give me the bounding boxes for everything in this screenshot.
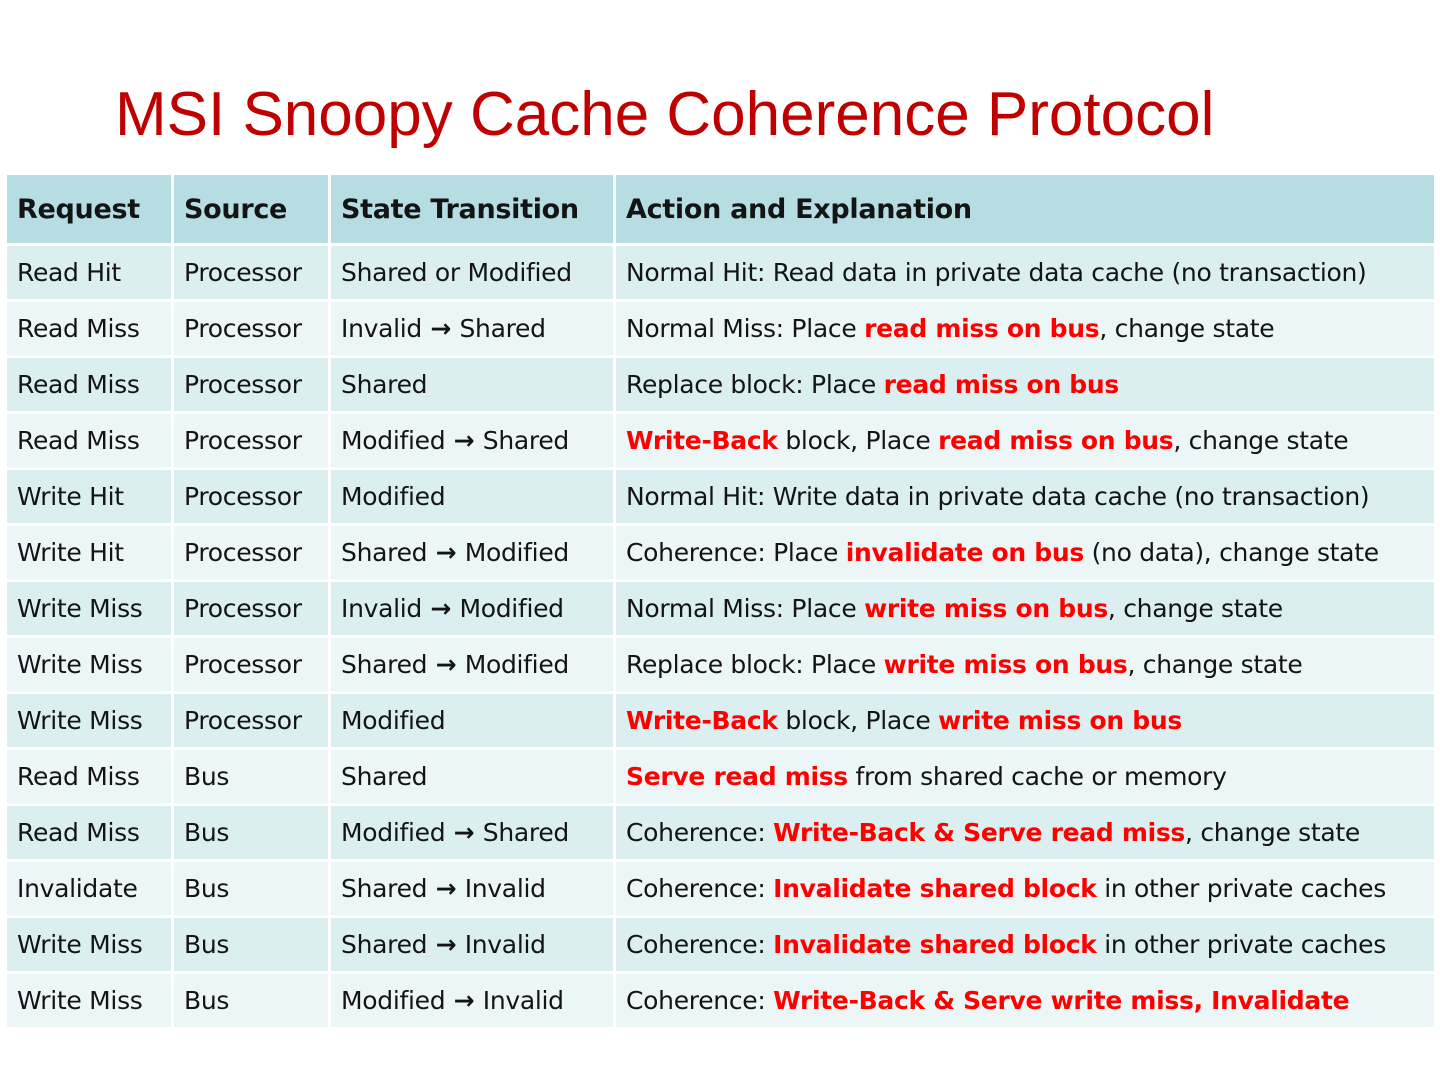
table-row [6, 805, 1436, 861]
action-text: Normal Miss: Place [626, 594, 865, 623]
cell-source: Processor [173, 357, 330, 413]
cell-action-explanation [615, 245, 1436, 301]
state-to: Invalid [464, 874, 546, 903]
cell-source: Bus [173, 805, 330, 861]
action-text: , change state [1107, 594, 1283, 623]
cell-state-transition [330, 749, 615, 805]
cell-action-explanation [615, 749, 1436, 805]
cell-state-transition [330, 973, 615, 1029]
table-row [6, 413, 1436, 469]
cell-source: Bus [173, 861, 330, 917]
state-from: Shared or Modified [341, 258, 572, 287]
table-row [6, 357, 1436, 413]
state-to: Modified [459, 594, 564, 623]
table-row [6, 525, 1436, 581]
header-action-explanation: Action and Explanation [615, 174, 1436, 245]
state-from: Shared [341, 874, 428, 903]
state-from: Modified [341, 706, 446, 735]
cell-state-transition [330, 805, 615, 861]
cell-state-transition [330, 357, 615, 413]
action-text: Coherence: [626, 874, 774, 903]
state-from: Shared [341, 370, 428, 399]
action-text: from shared cache or memory [847, 762, 1227, 791]
cell-request: Write Hit [6, 525, 173, 581]
state-to: Modified [464, 650, 569, 679]
action-text: (no data), change state [1083, 538, 1379, 567]
arrow-right-icon: → [427, 930, 465, 959]
cell-action-explanation [615, 469, 1436, 525]
action-text: Normal Miss: Place [626, 314, 865, 343]
cell-source: Processor [173, 413, 330, 469]
table-body [6, 245, 1436, 1029]
table-row [6, 693, 1436, 749]
table-row [6, 861, 1436, 917]
state-from: Modified [341, 986, 446, 1015]
action-highlight: Write-Back [626, 706, 778, 735]
action-text: Normal Hit: Read data in private data cache (no transaction) [626, 258, 1367, 287]
action-text: block, Place [777, 426, 939, 455]
table-row [6, 245, 1436, 301]
cell-state-transition [330, 693, 615, 749]
cell-state-transition [330, 861, 615, 917]
state-from: Shared [341, 930, 428, 959]
cell-request: Read Miss [6, 413, 173, 469]
cell-source: Processor [173, 637, 330, 693]
cell-action-explanation [615, 413, 1436, 469]
slide-title: MSI Snoopy Cache Coherence Protocol [115, 80, 1215, 149]
action-highlight: Write-Back [626, 426, 778, 455]
state-from: Shared [341, 650, 428, 679]
state-from: Modified [341, 818, 446, 847]
arrow-right-icon: → [427, 650, 465, 679]
cell-state-transition [330, 469, 615, 525]
header-state-transition: State Transition [330, 174, 615, 245]
action-text: Coherence: [626, 818, 774, 847]
cell-source: Processor [173, 301, 330, 357]
action-highlight: Invalidate shared block [773, 874, 1097, 903]
cell-request: Write Miss [6, 581, 173, 637]
arrow-right-icon: → [422, 314, 460, 343]
cell-state-transition [330, 525, 615, 581]
table-row [6, 749, 1436, 805]
action-highlight: Write-Back & Serve write miss, Invalidate [773, 986, 1350, 1015]
arrow-right-icon: → [445, 986, 483, 1015]
table-row [6, 581, 1436, 637]
cell-state-transition [330, 581, 615, 637]
action-text: block, Place [777, 706, 939, 735]
cell-state-transition [330, 637, 615, 693]
action-text: , change state [1127, 650, 1303, 679]
cell-action-explanation [615, 693, 1436, 749]
arrow-right-icon: → [445, 818, 483, 847]
arrow-right-icon: → [422, 594, 460, 623]
arrow-right-icon: → [427, 538, 465, 567]
cell-state-transition [330, 917, 615, 973]
action-highlight: Serve read miss [626, 762, 848, 791]
arrow-right-icon: → [445, 426, 483, 455]
state-from: Invalid [341, 314, 422, 343]
state-to: Shared [482, 426, 569, 455]
table-row [6, 637, 1436, 693]
action-text: Replace block: Place [626, 370, 884, 399]
cell-request: Read Miss [6, 749, 173, 805]
action-highlight: read miss on bus [883, 370, 1119, 399]
cell-request: Write Miss [6, 637, 173, 693]
state-from: Shared [341, 538, 428, 567]
cell-action-explanation [615, 637, 1436, 693]
table-header [6, 174, 1436, 245]
cell-request: Read Miss [6, 301, 173, 357]
action-text: in other private caches [1096, 930, 1386, 959]
arrow-right-icon: → [427, 874, 465, 903]
action-highlight: Write-Back & Serve read miss [773, 818, 1186, 847]
action-text: Normal Hit: Write data in private data cache (no transaction) [626, 482, 1370, 511]
cell-source: Bus [173, 973, 330, 1029]
header-source: Source [173, 174, 330, 245]
cell-request: Read Miss [6, 357, 173, 413]
cell-action-explanation [615, 917, 1436, 973]
cell-source: Processor [173, 469, 330, 525]
cell-request: Invalidate [6, 861, 173, 917]
cell-request: Read Hit [6, 245, 173, 301]
cell-state-transition [330, 245, 615, 301]
state-from: Invalid [341, 594, 422, 623]
cell-state-transition [330, 301, 615, 357]
action-highlight: read miss on bus [864, 314, 1100, 343]
table-row [6, 973, 1436, 1029]
cell-action-explanation [615, 973, 1436, 1029]
cell-request: Write Miss [6, 693, 173, 749]
action-text: Coherence: Place [626, 538, 846, 567]
action-highlight: read miss on bus [938, 426, 1174, 455]
action-highlight: invalidate on bus [845, 538, 1084, 567]
action-text: , change state [1185, 818, 1361, 847]
state-to: Invalid [482, 986, 564, 1015]
action-highlight: write miss on bus [883, 650, 1128, 679]
state-from: Modified [341, 426, 446, 455]
header-row [6, 174, 1436, 245]
cell-state-transition [330, 413, 615, 469]
action-text: , change state [1173, 426, 1349, 455]
cell-action-explanation [615, 805, 1436, 861]
cell-source: Processor [173, 693, 330, 749]
action-text: Replace block: Place [626, 650, 884, 679]
protocol-table [4, 172, 1437, 1030]
table-row [6, 469, 1436, 525]
action-text: in other private caches [1096, 874, 1386, 903]
cell-request: Read Miss [6, 805, 173, 861]
cell-request: Write Miss [6, 973, 173, 1029]
action-highlight: Invalidate shared block [773, 930, 1097, 959]
cell-source: Processor [173, 245, 330, 301]
state-to: Modified [464, 538, 569, 567]
cell-action-explanation [615, 525, 1436, 581]
cell-source: Bus [173, 917, 330, 973]
cell-request: Write Miss [6, 917, 173, 973]
state-to: Shared [459, 314, 546, 343]
state-from: Shared [341, 762, 428, 791]
action-text: Coherence: [626, 930, 774, 959]
cell-source: Processor [173, 581, 330, 637]
table-row [6, 917, 1436, 973]
action-highlight: write miss on bus [864, 594, 1108, 623]
cell-source: Bus [173, 749, 330, 805]
cell-source: Processor [173, 525, 330, 581]
cell-action-explanation [615, 301, 1436, 357]
cell-action-explanation [615, 861, 1436, 917]
protocol-table-container [4, 172, 1434, 1030]
cell-action-explanation [615, 581, 1436, 637]
state-from: Modified [341, 482, 446, 511]
cell-request: Write Hit [6, 469, 173, 525]
action-text: Coherence: [626, 986, 774, 1015]
cell-action-explanation [615, 357, 1436, 413]
table-row [6, 301, 1436, 357]
state-to: Shared [482, 818, 569, 847]
action-highlight: write miss on bus [938, 706, 1182, 735]
header-request: Request [6, 174, 173, 245]
action-text: , change state [1099, 314, 1275, 343]
state-to: Invalid [464, 930, 546, 959]
